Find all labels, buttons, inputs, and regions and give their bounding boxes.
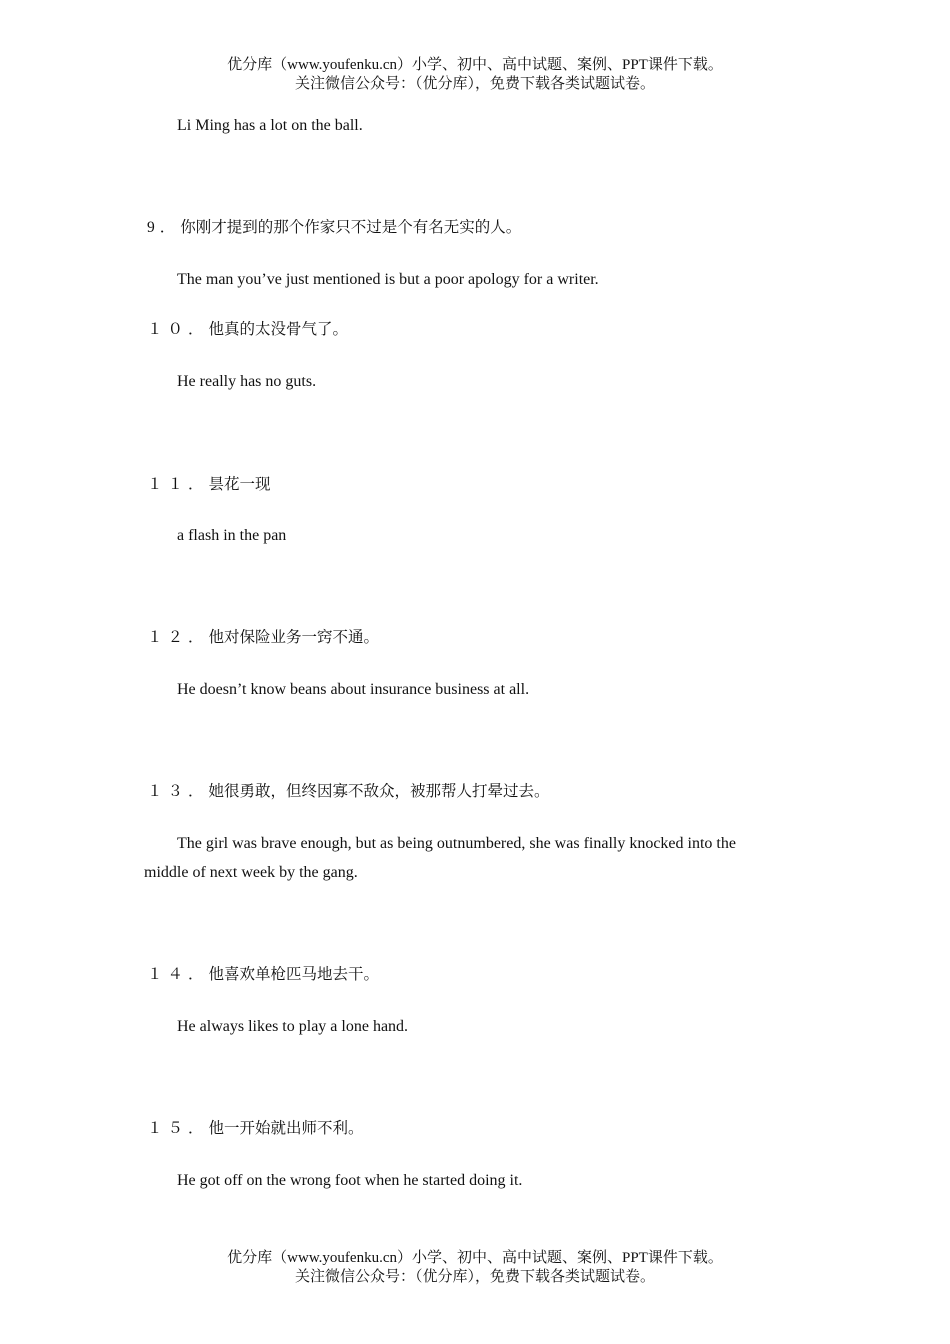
answer-13-continued: middle of next week by the gang.: [144, 864, 358, 881]
question-text: 昙花一现: [208, 476, 271, 493]
question-13: [147, 782, 550, 802]
question-14: [147, 965, 379, 985]
question-number: １３．: [147, 783, 209, 800]
footer-line-2: 关注微信公众号：（优分库），免费下载各类试题试卷。: [294, 1269, 655, 1285]
header-line-1: 优分库（www.youfenku.cn）小学、初中、高中试题、案例、PPT课件下载。: [227, 57, 723, 73]
page-footer: [0, 1249, 950, 1287]
answer-11: a flash in the pan: [177, 527, 287, 544]
question-number: 9．: [147, 219, 181, 236]
question-number: １２．: [147, 629, 209, 646]
question-text: 他对保险业务一窍不通。: [208, 629, 380, 646]
question-12: [147, 628, 379, 648]
answer-12: He doesn’t know beans about insurance business at all.: [177, 681, 530, 698]
header-line-2: 关注微信公众号：（优分库），免费下载各类试题试卷。: [294, 76, 655, 92]
question-10: [147, 320, 348, 340]
answer-8: Li Ming has a lot on the ball.: [177, 117, 363, 134]
answer-9: The man you’ve just mentioned is but a poor apology for a writer.: [177, 271, 599, 288]
page-header: [0, 56, 950, 94]
question-text: 你刚才提到的那个作家只不过是个有名无实的人。: [180, 219, 522, 236]
footer-line-1: 优分库（www.youfenku.cn）小学、初中、高中试题、案例、PPT课件下载。: [227, 1250, 723, 1266]
question-text: 她很勇敢，但终因寡不敌众，被那帮人打晕过去。: [208, 783, 550, 800]
question-15: [147, 1119, 364, 1139]
answer-14: He always likes to play a lone hand.: [177, 1018, 409, 1035]
question-text: 他真的太没骨气了。: [208, 321, 349, 338]
answer-15: He got off on the wrong foot when he started doing it.: [177, 1172, 523, 1189]
question-number: １５．: [147, 1120, 209, 1137]
question-number: １０．: [147, 321, 209, 338]
answer-13: The girl was brave enough, but as being outnumbered, she was finally knocked into the: [177, 835, 736, 852]
question-number: １１．: [147, 476, 209, 493]
answer-10: He really has no guts.: [177, 373, 317, 390]
question-9: [147, 218, 521, 238]
question-11: [147, 475, 271, 495]
question-number: １４．: [147, 966, 209, 983]
question-text: 他喜欢单枪匹马地去干。: [208, 966, 380, 983]
question-text: 他一开始就出师不利。: [208, 1120, 364, 1137]
